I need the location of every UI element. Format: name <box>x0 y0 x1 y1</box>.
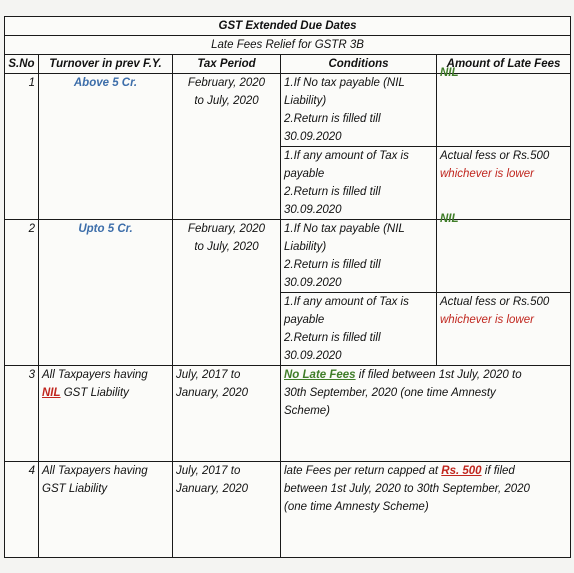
table-row <box>5 462 571 558</box>
row-tax-period <box>173 74 281 220</box>
late-fee-cell <box>437 293 571 366</box>
row-sno: 4 <box>5 462 39 558</box>
header-tax-period: Tax Period <box>173 55 281 74</box>
row-tax-period <box>173 366 281 462</box>
period-line: January, 2020 <box>176 387 249 399</box>
row-tax-period <box>173 220 281 366</box>
period-line: July, 2017 to <box>176 369 241 381</box>
header-turnover: Turnover in prev F.Y. <box>39 55 173 74</box>
table-row <box>5 366 571 462</box>
condition-line: 1.If No tax payable (NIL <box>284 223 405 235</box>
no-late-fees-highlight: No Late Fees <box>284 369 356 381</box>
condition-cell <box>281 220 437 293</box>
turnover-line: All Taxpayers having <box>42 465 148 477</box>
title-row <box>5 17 571 36</box>
condition-line: Liability) <box>284 95 327 107</box>
header-sno: S.No <box>5 55 39 74</box>
late-fee-nil: NIL <box>440 67 459 79</box>
condition-line: payable <box>284 314 325 326</box>
period-line: February, 2020 <box>187 223 266 235</box>
late-fee-whichever: whichever is lower <box>440 168 534 180</box>
row-sno: 2 <box>5 220 39 366</box>
relief-text-cell <box>281 366 571 462</box>
condition-cell <box>281 293 437 366</box>
gst-due-dates-table <box>4 16 571 558</box>
table-title: GST Extended Due Dates <box>5 17 571 36</box>
period-line: to July, 2020 <box>194 241 259 253</box>
condition-line: Liability) <box>284 241 327 253</box>
condition-line: 30.09.2020 <box>284 204 342 216</box>
period-line: July, 2017 to <box>176 465 241 477</box>
late-fee-cell <box>437 213 571 293</box>
table-row <box>5 220 571 293</box>
row-turnover: Upto 5 Cr. <box>39 220 173 366</box>
relief-text-line: (one time Amnesty Scheme) <box>284 501 429 513</box>
table-subtitle: Late Fees Relief for GSTR 3B <box>5 36 571 55</box>
relief-text-line: 30th September, 2020 (one time Amnesty <box>284 387 496 399</box>
turnover-line: GST Liability <box>63 387 129 399</box>
condition-cell <box>281 74 437 147</box>
relief-text-line: if filed between 1st July, 2020 to <box>358 369 522 381</box>
row-turnover: Above 5 Cr. <box>39 74 173 220</box>
late-fee-cell <box>437 147 571 220</box>
period-line: to July, 2020 <box>194 95 259 107</box>
rs-500-highlight: Rs. 500 <box>441 465 482 477</box>
condition-line: 30.09.2020 <box>284 131 342 143</box>
nil-highlight: NIL <box>42 387 61 399</box>
table-row <box>5 74 571 147</box>
turnover-line: All Taxpayers having <box>42 369 148 381</box>
late-fee-whichever: whichever is lower <box>440 314 534 326</box>
condition-line: 30.09.2020 <box>284 350 342 362</box>
condition-line: 2.Return is filled till <box>284 259 381 271</box>
condition-line: 1.If any amount of Tax is <box>284 150 409 162</box>
row-turnover <box>39 462 173 558</box>
column-header-row <box>5 55 571 74</box>
condition-line: 30.09.2020 <box>284 277 342 289</box>
row-sno: 3 <box>5 366 39 462</box>
relief-text-line: between 1st July, 2020 to 30th September, 2020 <box>284 483 530 495</box>
condition-line: 1.If any amount of Tax is <box>284 296 409 308</box>
relief-text-line: late Fees per return capped at <box>284 465 439 477</box>
condition-line: 2.Return is filled till <box>284 332 381 344</box>
period-line: January, 2020 <box>176 483 249 495</box>
late-fee-cell <box>437 67 571 147</box>
condition-line: payable <box>284 168 325 180</box>
header-late-fee: Amount of Late Fees <box>437 55 571 74</box>
row-sno: 1 <box>5 74 39 220</box>
relief-text-line: if filed <box>484 465 515 477</box>
relief-text-cell <box>281 462 571 558</box>
row-tax-period <box>173 462 281 558</box>
condition-cell <box>281 147 437 220</box>
subtitle-row <box>5 36 571 55</box>
late-fee-amount: Actual fess or Rs.500 <box>440 150 550 162</box>
header-conditions: Conditions <box>281 55 437 74</box>
condition-line: 2.Return is filled till <box>284 113 381 125</box>
period-line: February, 2020 <box>187 77 266 89</box>
late-fee-amount: Actual fess or Rs.500 <box>440 296 550 308</box>
row-turnover <box>39 366 173 462</box>
turnover-line: GST Liability <box>42 483 108 495</box>
relief-text-line: Scheme) <box>284 405 331 417</box>
condition-line: 2.Return is filled till <box>284 186 381 198</box>
condition-line: 1.If No tax payable (NIL <box>284 77 405 89</box>
late-fee-nil: NIL <box>440 213 459 225</box>
